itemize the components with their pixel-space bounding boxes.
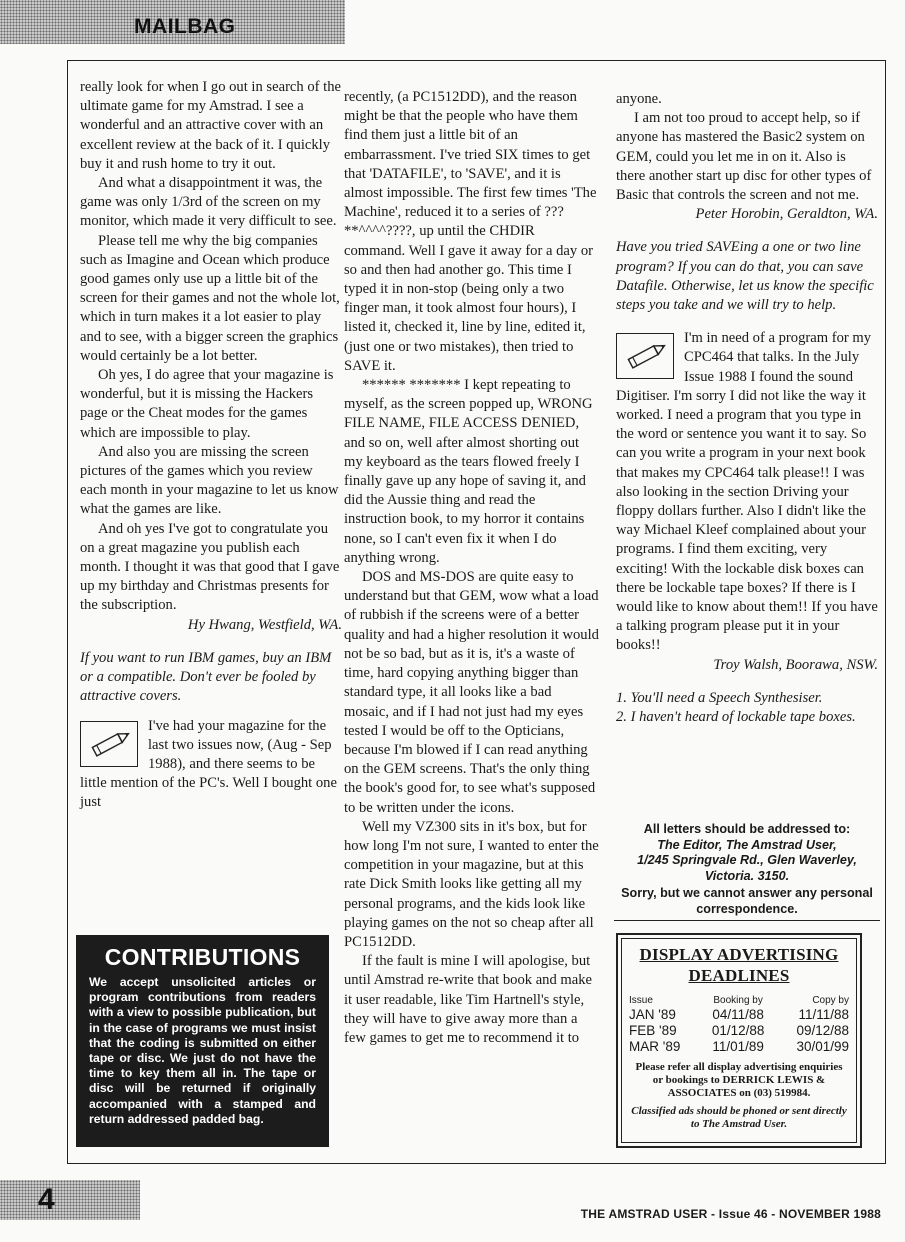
letter-block — [80, 717, 342, 813]
address-note: Sorry, but we cannot answer any personal correspondence. — [621, 886, 873, 916]
letter-signature: Troy Walsh, Boorawa, NSW. — [713, 656, 878, 673]
column-2 — [344, 88, 599, 1048]
editor-reply: Have you tried SAVEing a one or two line program? If you can do that, you can save Datafile. Otherwise, let us know the specific steps you take and we will try to help. — [616, 239, 874, 314]
table-header-row — [629, 994, 849, 1007]
paragraph: And oh yes I've got to congratulate you on a great magazine you publish each month. I thought it was that good that I gave up my birthday and Christmas presents for the subscription. — [80, 520, 340, 614]
table-cell: 09/12/88 — [796, 1023, 849, 1038]
contributions-box — [76, 935, 329, 1147]
address-line: 1/245 Springvale Rd., Glen Waverley, — [637, 853, 857, 867]
contributions-title: CONTRIBUTIONS — [104, 944, 301, 970]
divider — [614, 920, 880, 921]
paragraph: I'm in need of a program for my CPC464 that talks. In the July Issue 1988 I found the sound Digitiser. I'm sorry I did not like the way it worked. I need a program that you type in the word or sentence you want it to say. So can you write a program in your next book that makes my CPC464 talk please!! I was also looking in the section Driving your floppy dollars further. Also I didn't like the way Michael Kleef complained about your programs. I find them exciting, very exciting! With the lockable disk boxes can there be lockable tape boxes? If there is I would like to know about them!! If you have a talking program please put it in your books!! — [616, 330, 878, 654]
editor-reply: If you want to run IBM games, buy an IBM or a compatible. Don't ever be fooled by attractive covers. — [80, 649, 332, 705]
page-number: 4 — [38, 1183, 55, 1216]
ad-title-line: DISPLAY ADVERTISING — [639, 945, 839, 964]
table-cell: 11/11/88 — [798, 1007, 849, 1022]
pencil-icon — [616, 333, 674, 379]
ad-title-line: DEADLINES — [688, 966, 790, 985]
table-header: Booking by — [713, 995, 763, 1006]
address-block — [616, 822, 878, 917]
table-cell: 04/11/88 — [712, 1007, 764, 1022]
paragraph: Well my VZ300 sits in it's box, but for how long I'm not sure, I wanted to enter the competition in your magazine, but at this rate Dick Smith looks like getting all my personal programs, and the kids look like playing games on the not so cheap after all PC1512DD. — [344, 818, 599, 950]
paragraph: If the fault is mine I will apologise, but until Amstrad re-write that book and make it user readable, like Tim Hartnell's style, they will have to give away more than a few games to get me to recommend it to — [344, 953, 593, 1046]
table-cell: 01/12/88 — [711, 1023, 765, 1038]
paragraph: And what a disappointment it was, the game was only 1/3rd of the screen on my monitor, which made it very difficult to see. — [80, 175, 337, 230]
paragraph: anyone. — [616, 91, 662, 107]
paragraph: Please tell me why the big companies such as Imagine and Ocean which produce good games only use up a little bit of the screen for their games and not the whole lot, which in turn makes it a lot easier to play and to see, with a bigger screen the graphics would certainly be a lot better. — [80, 232, 340, 364]
table-cell: 30/01/99 — [796, 1039, 849, 1054]
ad-deadlines-title — [629, 944, 849, 986]
publication-footer: THE AMSTRAD USER - Issue 46 - NOVEMBER 1988 — [580, 1207, 881, 1221]
paragraph: I've had your magazine for the last two issues now, (Aug - Sep 1988), and there seems to be little mention of the PC's. Well I bought one just — [80, 717, 337, 811]
column-1 — [80, 78, 342, 813]
address-line: Victoria. 3150. — [704, 868, 790, 883]
paragraph: ****** ******* I kept repeating to myself, as the screen popped up, WRONG FILE NAME, FILE ACCESS DENIED, and so on, well after almost shorting out my keyboard as the tears flowed freely I finally gave up any hope of saving it, and did the Aussie thing and read the instruction book, to my horror it contains none, so I can't even fix it when I do anything wrong. — [344, 377, 593, 566]
footer-banner — [0, 1180, 140, 1220]
letter-signature: Hy Hwang, Westfield, WA. — [187, 616, 342, 633]
paragraph: I am not too proud to accept help, so if anyone has mastered the Basic2 system on GEM, could you let me in on it. Also is there another start up disc for other types of Basic that controls the screen and not me. — [616, 110, 872, 204]
table-header: Issue — [629, 995, 653, 1006]
paragraph: recently, (a PC1512DD), and the reason might be that the people who have them find them just a little bit of an embarrassment. I've tried SIX times to get that 'DATAFILE', to 'SAVE', and it is almost impossible. The first few times 'The Machine', reduced it to a series of ???**^^^^????, up until the CHDIR command. Well I gave it away for a day or so and then had another go. This time I typed it in non-stop (being only a two finger man, it took almost four hours), I listed it, checked it, line by line, edited it, (just one or two mistakes), then tried to SAVE it. — [344, 89, 597, 374]
table-row — [629, 1039, 849, 1055]
letter-signature: Peter Horobin, Geraldton, WA. — [695, 206, 878, 223]
ad-note-classified: Classified ads should be phoned or sent directly to The Amstrad User. — [631, 1105, 847, 1130]
pencil-icon — [80, 721, 138, 767]
table-cell: 11/01/89 — [712, 1039, 764, 1054]
paragraph: Oh yes, I do agree that your magazine is wonderful, but it is missing the Hackers page or the Cheat modes for the games which are impossible to play. — [80, 367, 334, 441]
ad-deadlines-inner — [621, 938, 857, 1143]
ad-note: Please refer all display advertising enquiries or bookings to DERRICK LEWIS & ASSOCIATES on (03) 519984. — [635, 1061, 843, 1099]
contributions-body: We accept unsolicited articles or program contributions from readers with a view to possible publication, but in the case of programs we must insist that the coding is submitted on either tape or disc. We just do not have the time to key them all in. The tape or disc will be returned if originally accompanied with a stamped and return addressed padded bag. — [89, 975, 316, 1126]
table-header: Copy by — [812, 995, 849, 1006]
table-cell: FEB '89 — [629, 1023, 677, 1038]
table-row — [629, 1007, 849, 1023]
paragraph: DOS and MS-DOS are quite easy to understand but that GEM, wow what a load of rubbish if the screens were of a better quality and had a higher resolution it would not be so bad, but as it is, it's a waste of time, hard copying anything bigger than standard type, it all looks like a bad mosaic, and if I had not just had my eyes tested I would be off to the Opticians, because I'm blowed if I can read anything on the GEM screens. That's the only thing the book's good for, to see what's supposed to be written under the icons. — [344, 569, 599, 816]
letter-block — [616, 329, 878, 655]
column-3 — [616, 90, 878, 727]
editor-reply: 2. I haven't heard of lockable tape boxes. — [616, 709, 856, 726]
paragraph: really look for when I go out in search of the ultimate game for my Amstrad. I see a wonderful and an attractive cover with an excellent review at the back of it. I quickly buy it and rush home to try it out. — [80, 79, 341, 172]
section-title: MAILBAG — [134, 15, 236, 38]
ad-deadlines-box — [616, 933, 862, 1148]
table-row — [629, 1023, 849, 1039]
editor-reply: 1. You'll need a Speech Synthesiser. — [616, 689, 823, 706]
table-cell: JAN '89 — [629, 1007, 676, 1022]
paragraph: And also you are missing the screen pictures of the games which you review each month in your magazine to let us know what the games are like. — [80, 443, 339, 518]
address-line: The Editor, The Amstrad User, — [657, 837, 837, 852]
address-line: All letters should be addressed to: — [643, 822, 851, 836]
table-cell: MAR '89 — [629, 1039, 681, 1054]
deadlines-table — [629, 994, 849, 1055]
